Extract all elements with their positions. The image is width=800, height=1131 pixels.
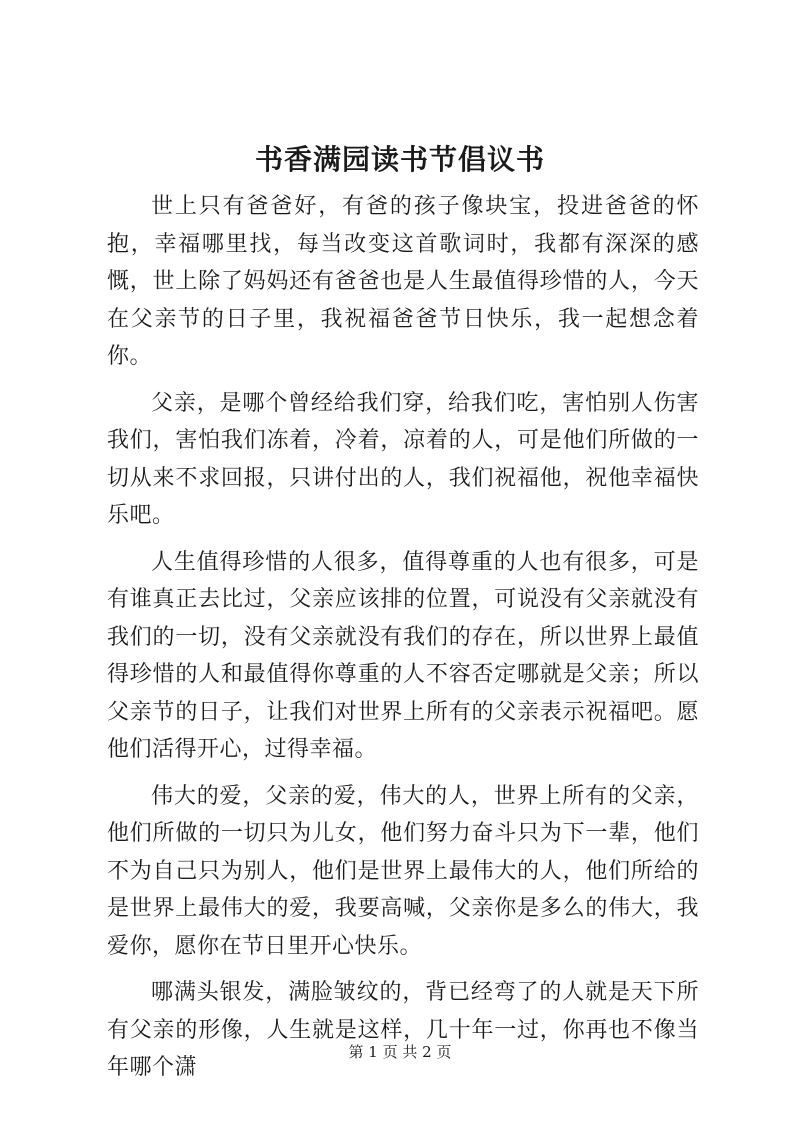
paragraph: 哪满头银发，满脸皱纹的，背已经弯了的人就是天下所有父亲的形像，人生就是这样，几十年一过，你再也不像当年哪个潇 [107, 980, 699, 1080]
document-body [107, 188, 699, 1096]
paragraph: 伟大的爱，父亲的爱，伟大的人，世界上所有的父亲，他们所做的一切只为儿女，他们努力奋斗只为下一辈，他们不为自己只为别人，他们是世界上最伟大的人，他们所给的是世界上最伟大的爱，我要高喊，父亲你是多么的伟大，我爱你，愿你在节日里开心快乐。 [107, 783, 699, 959]
paragraph: 人生值得珍惜的人很多，值得尊重的人也有很多，可是有谁真正去比过，父亲应该排的位置，可说没有父亲就没有我们的一切，没有父亲就没有我们的存在，所以世界上最值得珍惜的人和最值得你尊重的人不容否定哪就是父亲；所以父亲节的日子，让我们对世界上所有的父亲表示祝福吧。愿他们活得开心，过得幸福。 [107, 549, 699, 762]
paragraph: 父亲，是哪个曾经给我们穿，给我们吃，害怕别人伤害我们，害怕我们冻着，冷着，凉着的人，可是他们所做的一切从来不求回报，只讲付出的人，我们祝福他，祝他幸福快乐吧。 [107, 390, 699, 528]
document-title: 书香满园读书节倡议书 [254, 143, 545, 176]
page-number-footer: 第 1 页 共 2 页 [348, 1043, 452, 1061]
paragraph: 世上只有爸爸好，有爸的孩子像块宝，投进爸爸的怀抱，幸福哪里找，每当改变这首歌词时，我都有深深的感慨，世上除了妈妈还有爸爸也是人生最值得珍惜的人，今天在父亲节的日子里，我祝福爸爸节日快乐，我一起想念着你。 [107, 194, 699, 369]
